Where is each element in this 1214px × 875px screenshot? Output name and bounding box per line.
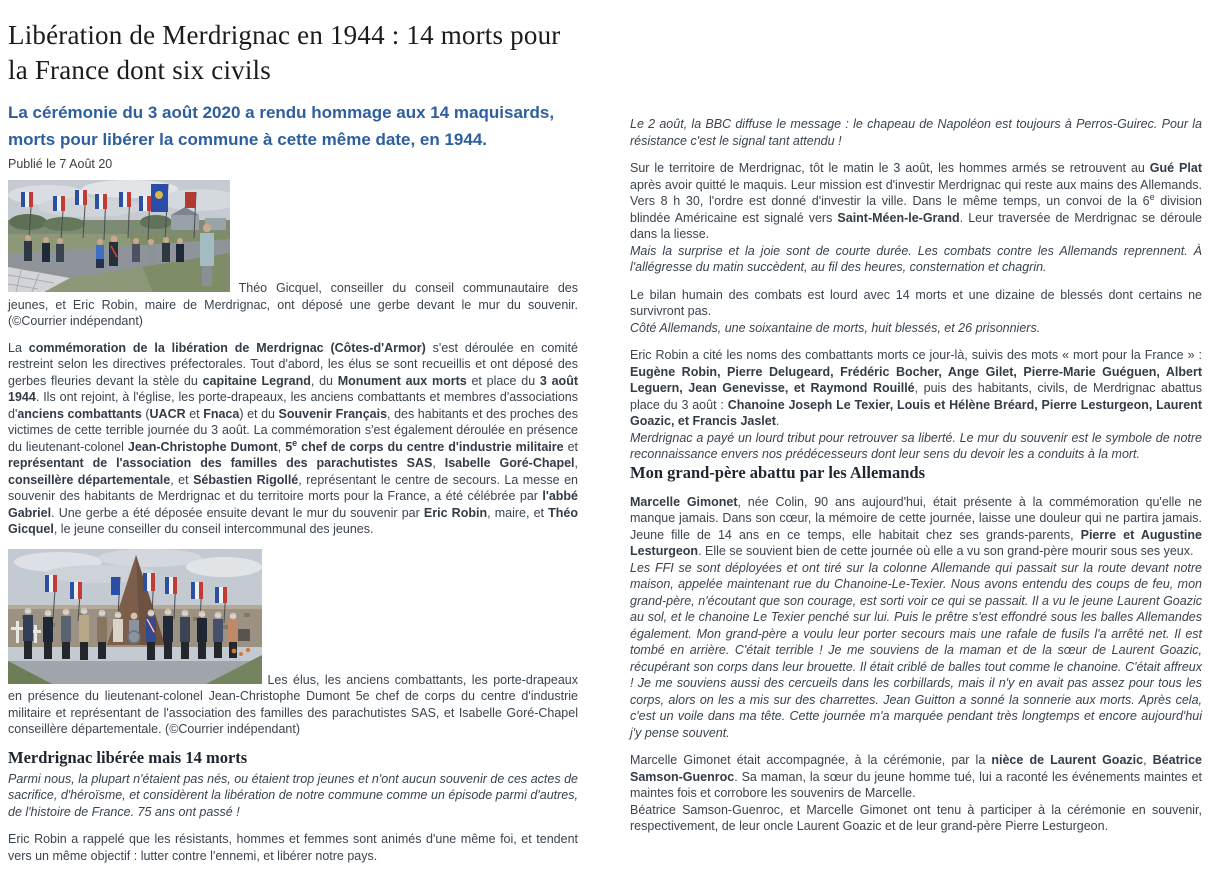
paragraph-eric-rappel: Eric Robin a rappelé que les résistants, hommes et femmes sont animés d'une même foi, et tendent vers un même objectif : lutter contre l'ennemi, et libérer notre pays. — [8, 832, 578, 863]
right-column — [630, 12, 1202, 875]
paragraph-bbc: Le 2 août, la BBC diffuse le message : le chapeau de Napoléon est toujours à Perros-Guirec. Pour la résistance c'est le signal tant attendu ! — [630, 117, 1202, 148]
paragraph-bilan: Le bilan humain des combats est lourd avec 14 morts et une dizaine de blessés dont certains ne survivront pas. Côté Allemands, une soixantaine de morts, huit blessés, et 26 prisonniers. — [630, 287, 1202, 335]
heading-merdrignac-liberee: Merdrignac libérée mais 14 morts — [8, 747, 248, 767]
heading-grand-pere: Mon grand-père abattu par les Allemands — [630, 462, 926, 482]
photo1-caption: Théo Gicquel, conseiller du conseil communautaire des jeunes, et Eric Robin, maire de Merdrignac, ont déposé une gerbe devant le mur du souvenir. (©Courrier indépendant) — [8, 281, 578, 328]
paragraph-accompagnee: Marcelle Gimonet était accompagnée, à la cérémonie, par la nièce de Laurent Goazic, Béatrice Samson-Guenroc. Sa maman, la sœur du jeune homme tué, lui a raconté les événements maintes et maintes fois et corrobore les souvenirs de Marcelle. Béatrice Samson-Guenroc, et Marcelle Gimonet ont tenu à participer à la cérémonie en souvenir, respectivement, de leur oncle Laurent Goazic et de leur grand-père Pierre Lesturgeon. — [630, 753, 1203, 833]
photo1-block — [8, 180, 578, 330]
article-title: Libération de Merdrignac en 1944 : 14 morts pour la France dont six civils — [8, 20, 561, 85]
paragraph-commemoration: La commémoration de la libération de Merdrignac (Côtes-d'Armor) s'est déroulée en comité restreint selon les directives préfectorales. Tout d'abord, les élus se sont recueillis et ont déposé des gerbes fleuries devant la stèle du capitaine Legrand, du Monument aux morts et place du 3 août 1944. Ils ont rejoint, à l'église, les porte-drapeaux, les anciens combattants et membres d'associations d'anciens combattants (UACR et Fnaca) et du Souvenir Français, des habitants et des proches des victimes de cette terrible journée du 3 août. La commémoration s'est également déroulée en présence du lieutenant-colonel Jean-Christophe Dumont, 5e chef de corps du centre d'industrie militaire et représentant de l'association des familles des parachutistes SAS, Isabelle Goré-Chapel, conseillère départementale, et Sébastien Rigollé, représentant le centre de secours. La messe en souvenir des habitants de Merdrignac et du territoire morts pour la France, a été célébrée par l'abbé Gabriel. Une gerbe a été déposée ensuite devant le mur du souvenir par Eric Robin, maire, et Théo Gicquel, le jeune conseiller du conseil intercommunal des jeunes. — [8, 340, 579, 536]
left-column — [8, 12, 578, 875]
photo2-block — [8, 549, 578, 738]
article-subtitle: La cérémonie du 3 août 2020 a rendu hommage aux 14 maquisards, morts pour libérer la commune à cette même date, en 1944. — [8, 103, 555, 149]
group-monument-photo — [8, 549, 262, 684]
paragraph-parmi-nous: Parmi nous, la plupart n'étaient pas nés, ou étaient trop jeunes et n'ont aucun souvenir de ces actes de sacrifice, d'héroïsme, et considèrent la libération de notre commune comme un épisode parmi d'autres, de l'histoire de France. 75 ans ont passé ! — [8, 771, 578, 819]
paragraph-noms-morts: Eric Robin a cité les noms des combattants morts ce jour-là, suivis des mots « mort pour la France » : Eugène Robin, Pierre Delugeard, Frédéric Bocher, Ange Gilet, Pierre-Marie Guéguen, Albert Leguern, Jean Genevisse, et Raymond Rouillé, puis des habitants, civils, de Merdrignac abattus place du 3 août : Chanoine Joseph Le Texier, Louis et Hélène Bréard, Pierre Lesturgeon, Laurent Goazic, et Francis Jaslet. Merdrignac a payé un lourd tribut pour retrouver sa liberté. Le mur du souvenir est le symbole de notre reconnaissance envers nos prédécesseurs dont leur sens du devoir les a conduits à la mort. — [630, 348, 1203, 461]
paragraph-territoire: Sur le territoire de Merdrignac, tôt le matin le 3 août, les hommes armés se retrouvent au Gué Plat après avoir quitté le maquis. Leur mission est d'investir Merdrignac qui reste aux mains des Allemands. Vers 8 h 30, l'ordre est donné d'investir la ville. Dans le même temps, un convoi de la 6e division blindée Américaine est signalé vers Saint-Méen-le-Grand. Leur traversée de Merdrignac se déroule dans la liesse. Mais la surprise et la joie sont de courte durée. Les combats contre les Allemands reprennent. À l'allégresse du matin succèdent, au fil des heures, consternation et chagrin. — [630, 161, 1202, 274]
wreath-ceremony-photo — [8, 180, 230, 292]
photo2-caption: Les élus, les anciens combattants, les porte-drapeaux en présence du lieutenant-colonel Jean-Christophe Dumont 5e chef de corps du centre d'industrie militaire et représentant de l'association des familles des parachutistes SAS, et Isabelle Goré-Chapel conseillère départementale. (©Courrier indépendant) — [8, 672, 578, 736]
published-date: Publié le 7 Août 20 — [8, 157, 113, 171]
paragraph-marcelle: Marcelle Gimonet, née Colin, 90 ans aujourd'hui, était présente à la commémoration qu'elle ne manque jamais. Dans son cœur, la mémoire de cette journée, laisse une douleur qui ne partira jamais. Jeune fille de 14 ans en ce temps, elle habitait chez ses grands-parents, Pierre et Augustine Lesturgeon. Elle se souvient bien de cette journée où elle a vu son grand-père mourir sous ses yeux. Les FFI se sont déployées et ont tiré sur la colonne Allemande qui passait sur la route devant notre maison, appelée maintenant rue du Chanoine-Le-Texier. Nous avons entendu des coups de feu, mon grand-père, n'écoutant que son courage, est sorti voir ce qui se passait. Il a vu le jeune Laurent Goazic au sol, et le chanoine Le Texier penché sur lui. Puis le prêtre s'est effondré sous les balles Allemandes également. Mon grand-père a voulu leur porter secours mais une rafale de fusils l'a arrêté net. Il est tombé en arrière. C'était terrible ! Je me souviens de la maman et de la sœur de Laurent Goazic, récupérant son corps dans leur brouette. Il était criblé de balles tout comme le chanoine. C'était affreux ! Je me souviens aussi des cercueils dans les corbillards, mais il n'y en avait pas assez pour tous les corps, alors on les a mis sur des charrettes. Jean Guitton a sonné la sonnerie aux morts. Après cela, c'est un voile dans ma tête. Cette journée m'a marquée pendant très longtemps et encore aujourd'hui j'y pense souvent. — [630, 494, 1202, 740]
